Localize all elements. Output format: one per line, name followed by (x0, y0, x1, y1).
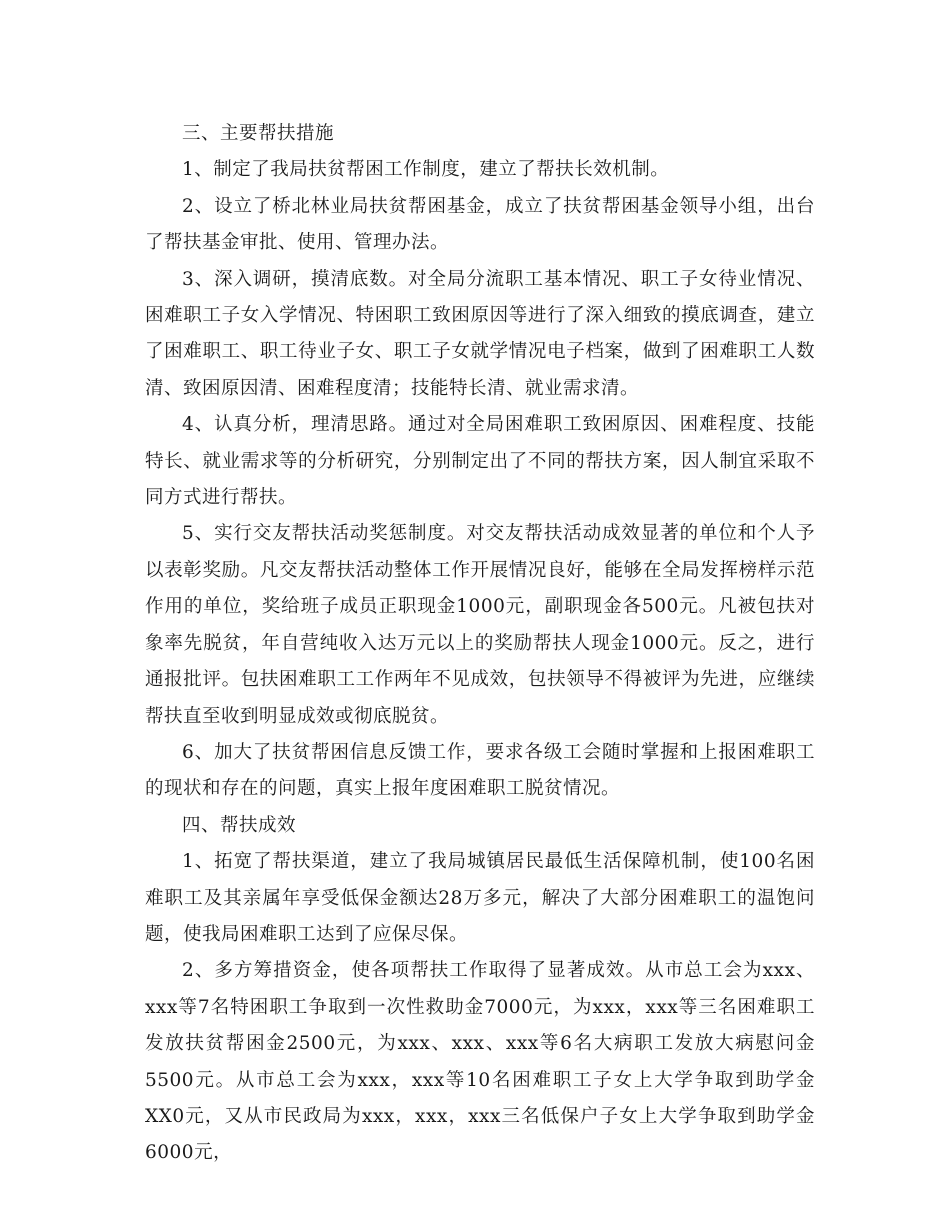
paragraph: 5、实行交友帮扶活动奖惩制度。对交友帮扶活动成效显著的单位和个人予以表彰奖励。凡交友帮扶活动整体工作开展情况良好，能够在全局发挥榜样示范作用的单位，奖给班子成员正职现金1000元，副职现金各500元。凡被包扶对象率先脱贫，年自营纯收入达万元以上的奖励帮扶人现金1000元。反之，进行通报批评。包扶困难职工工作两年不见成效，包扶领导不得被评为先进，应继续帮扶直至收到明显成效或彻底脱贫。 (145, 523, 815, 727)
document-body (145, 116, 815, 1172)
section-heading-measures: 三、主要帮扶措施 (182, 123, 335, 144)
paragraph: 3、深入调研，摸清底数。对全局分流职工基本情况、职工子女待业情况、困难职工子女入学情况、特困职工致困原因等进行了深入细致的摸底调查，建立了困难职工、职工待业子女、职工子女就学情况电子档案，做到了困难职工人数清、致困原因清、困难程度清；技能特长清、就业需求清。 (145, 268, 815, 399)
paragraph: 2、设立了桥北林业局扶贫帮困基金，成立了扶贫帮困基金领导小组，出台了帮扶基金审批、使用、管理办法。 (145, 195, 815, 254)
paragraph: 1、拓宽了帮扶渠道，建立了我局城镇居民最低生活保障机制，使100名困难职工及其亲属年享受低保金额达28万多元，解决了大部分困难职工的温饱问题，使我局困难职工达到了应保尽保。 (145, 851, 815, 945)
paragraph: 1、制定了我局扶贫帮困工作制度，建立了帮扶长效机制。 (182, 159, 670, 181)
paragraph: 2、多方筹措资金，使各项帮扶工作取得了显著成效。从市总工会为xxx、xxx等7名特困职工争取到一次性救助金7000元，为xxx，xxx等三名困难职工发放扶贫帮困金2500元，为xxx、xxx、xxx等6名大病职工发放大病慰问金5500元。从市总工会为xxx，xxx等10名困难职工子女上大学争取到助学金XX0元，又从市民政局为xxx，xxx，xxx三名低保户子女上大学争取到助学金6000元， (145, 960, 815, 1164)
paragraph: 4、认真分析，理清思路。通过对全局困难职工致困原因、困难程度、技能特长、就业需求等的分析研究，分别制定出了不同的帮扶方案，因人制宜采取不同方式进行帮扶。 (145, 414, 815, 509)
section-heading-results: 四、帮扶成效 (182, 814, 297, 836)
paragraph: 6、加大了扶贫帮困信息反馈工作，要求各级工会随时掌握和上报困难职工的现状和存在的问题，真实上报年度困难职工脱贫情况。 (145, 741, 815, 800)
